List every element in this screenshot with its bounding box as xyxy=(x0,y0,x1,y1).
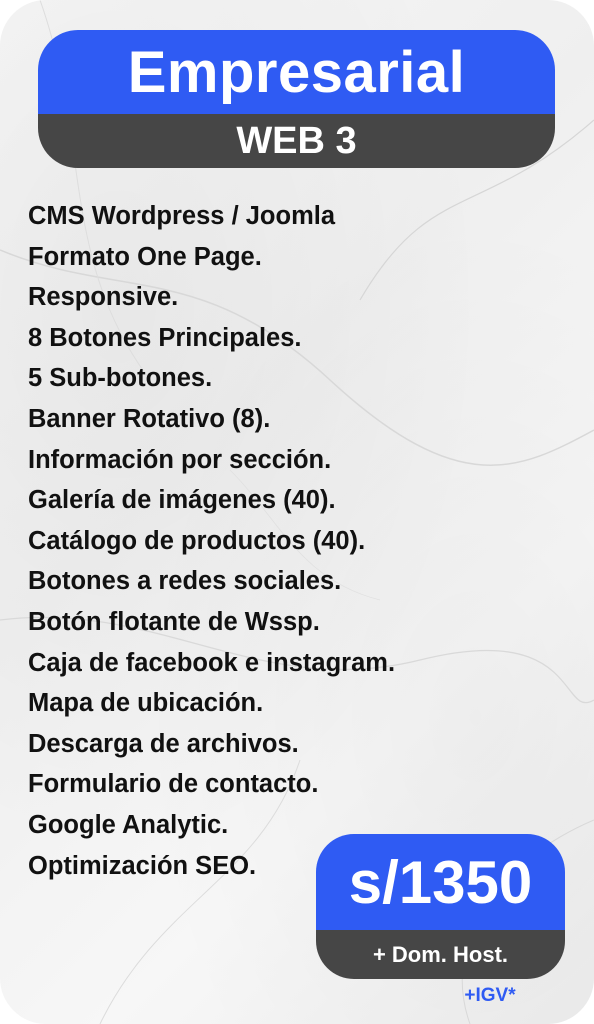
plan-title: Empresarial xyxy=(38,30,555,114)
feature-item: CMS Wordpress / Joomla xyxy=(28,202,336,230)
feature-item: Banner Rotativo (8). xyxy=(28,404,271,433)
feature-item: Catálogo de productos (40). xyxy=(28,526,366,555)
feature-item: Botones a redes sociales. xyxy=(28,567,342,596)
price-amount: s/1350 xyxy=(316,834,565,930)
feature-item: Información por sección. xyxy=(28,445,332,474)
feature-item: Mapa de ubicación. xyxy=(28,689,264,718)
feature-item: Caja de facebook e instagram. xyxy=(28,648,396,677)
plan-subtitle: WEB 3 xyxy=(38,114,555,168)
feature-item: Descarga de archivos. xyxy=(28,729,299,758)
price-extras: + Dom. Host. xyxy=(316,930,565,979)
feature-item: 5 Sub-botones. xyxy=(28,364,213,393)
feature-item: Botón flotante de Wssp. xyxy=(28,607,320,636)
tax-note: +IGV* xyxy=(464,985,516,1006)
feature-item: Responsive. xyxy=(28,283,179,312)
feature-item: Galería de imágenes (40). xyxy=(28,486,336,515)
price-badge xyxy=(316,834,565,979)
feature-item: Formulario de contacto. xyxy=(28,770,319,799)
feature-item: Optimización SEO. xyxy=(28,851,257,880)
feature-item: 8 Botones Principales. xyxy=(28,323,302,352)
feature-item: Google Analytic. xyxy=(28,810,229,839)
plan-header xyxy=(38,30,555,168)
feature-list xyxy=(28,196,395,886)
feature-item: Formato One Page. xyxy=(28,242,262,271)
